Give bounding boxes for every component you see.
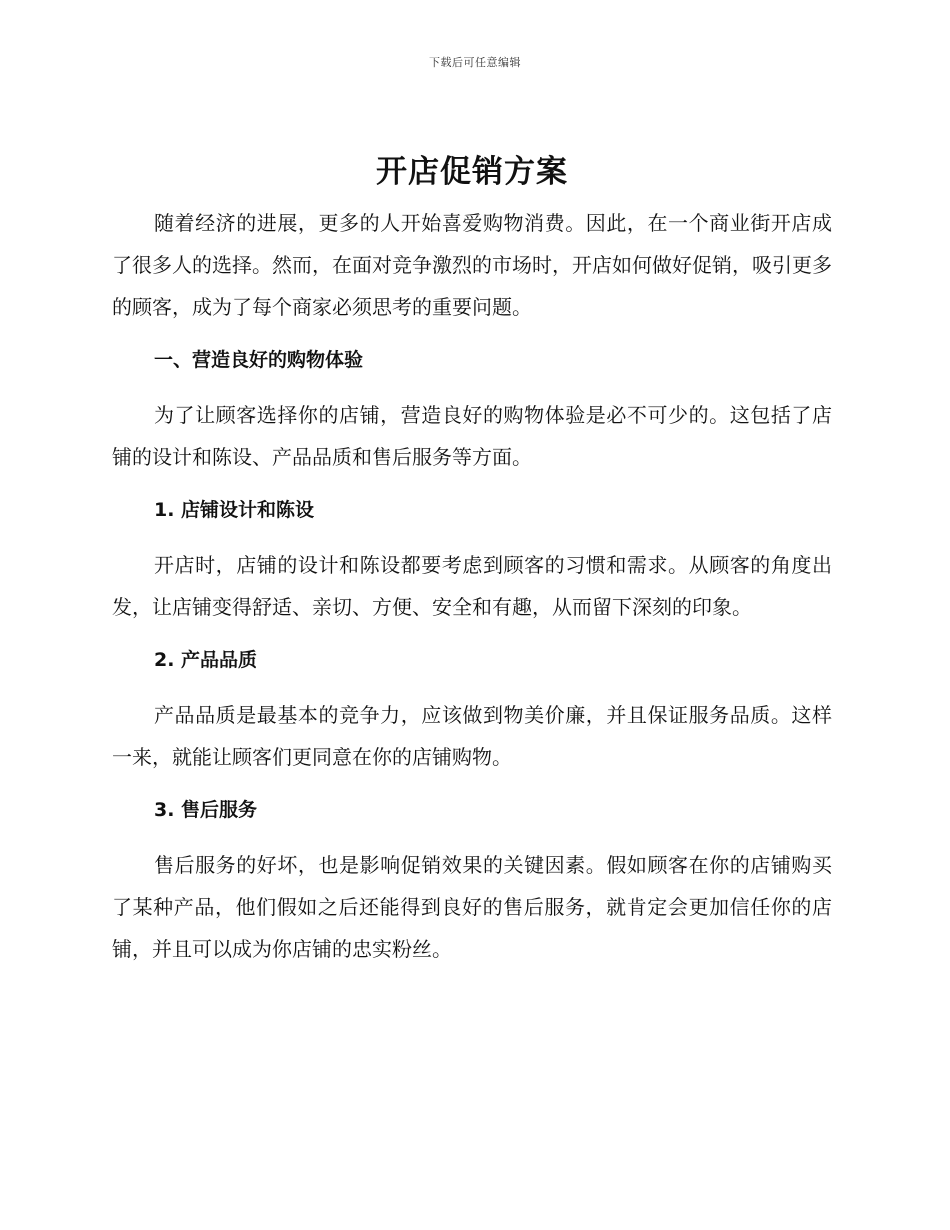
subsection-paragraph-store-design: 开店时，店铺的设计和陈设都要考虑到顾客的习惯和需求。从顾客的角度出发，让店铺变得舒适、亲切、方便、安全和有趣，从而留下深刻的印象。 — [112, 553, 832, 619]
intro-paragraph: 随着经济的进展，更多的人开始喜爱购物消费。因此，在一个商业街开店成了很多人的选择。然而，在面对竞争激烈的市场时，开店如何做好促销，吸引更多的顾客，成为了每个商家必须思考的重要问题。 — [112, 211, 832, 319]
subsection-heading-after-sales: 3. 售后服务 — [154, 799, 258, 821]
subsection-heading-store-design: 1. 店铺设计和陈设 — [154, 499, 315, 521]
section-heading-experience: 一、营造良好的购物体验 — [154, 349, 364, 371]
subsection-paragraph-after-sales: 售后服务的好坏，也是影响促销效果的关键因素。假如顾客在你的店铺购买了某种产品，他们假如之后还能得到良好的售后服务，就肯定会更加信任你的店铺，并且可以成为你店铺的忠实粉丝。 — [112, 853, 832, 961]
header-note: 下载后可任意编辑 — [429, 56, 521, 69]
document-body — [112, 150, 832, 981]
section-paragraph-experience: 为了让顾客选择你的店铺，营造良好的购物体验是必不可少的。这包括了店铺的设计和陈设、产品品质和售后服务等方面。 — [112, 403, 832, 469]
subsection-heading-product-quality: 2. 产品品质 — [154, 649, 258, 671]
document-title: 开店促销方案 — [376, 154, 568, 190]
subsection-paragraph-product-quality: 产品品质是最基本的竞争力，应该做到物美价廉，并且保证服务品质。这样一来，就能让顾客们更同意在你的店铺购物。 — [112, 703, 832, 769]
